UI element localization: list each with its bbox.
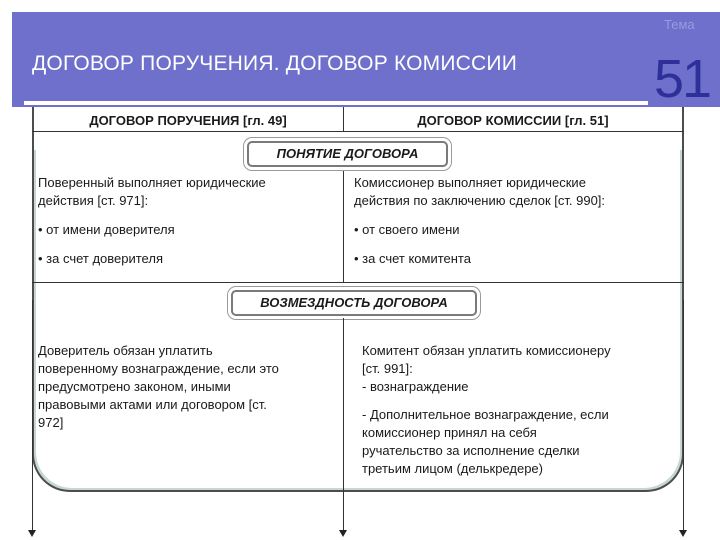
right-column-heading: ДОГОВОР КОМИССИИ [гл. 51] [417,113,609,128]
concept-right-line-2: действия по заключению сделок [ст. 990]: [354,193,606,208]
section-divider [32,282,684,283]
center-arrow-line [343,318,344,530]
compensation-badge: ВОЗМЕЗДНОСТЬ ДОГОВОРА [231,290,477,316]
right-arrow-head [679,530,687,537]
title-banner [12,12,720,107]
compensation-right-extra-4: третьим лицом (делькредере) [362,461,543,476]
concept-left-line-1: Поверенный выполняет юридические [38,175,266,190]
concept-right-line-1: Комиссионер выполняет юридические [354,175,586,190]
page-title: ДОГОВОР ПОРУЧЕНИЯ. ДОГОВОР КОМИССИИ [32,52,517,75]
concept-column-divider [343,166,344,282]
left-arrow-line [32,300,33,530]
compensation-left-line-1: Доверитель обязан уплатить [38,343,213,358]
topic-number: 51 [654,49,711,109]
concept-right-bullet-1: • от своего имени [354,222,460,237]
compensation-right-extra-2: комиссионер принял на себя [362,425,537,440]
concept-left-bullet-2: • за счет доверителя [38,251,163,266]
right-arrow-line [683,300,684,530]
compensation-left-line-3: предусмотрено законом, иными [38,379,231,394]
concept-left-bullet-1: • от имени доверителя [38,222,175,237]
compensation-right-extra-3: ручательство за исполнение сделки [362,443,580,458]
topic-label: Тема [664,17,695,32]
compensation-left-line-4: правовыми актами или договором [ст. [38,397,267,412]
compensation-left-line-2: поверенному вознаграждение, если это [38,361,279,376]
compensation-right-extra-1: - Дополнительное вознаграждение, если [362,407,609,422]
compensation-left-line-5: 972] [38,415,64,430]
compensation-right-line-2: [ст. 991]: [362,361,413,376]
concept-badge: ПОНЯТИЕ ДОГОВОРА [247,141,448,167]
header-row-divider [32,131,684,132]
compensation-right-line-3: - вознаграждение [362,379,469,394]
title-underline [24,101,648,105]
concept-right-bullet-2: • за счет комитента [354,251,471,266]
center-arrow-head [339,530,347,537]
concept-left-line-2: действия [ст. 971]: [38,193,149,208]
left-column-heading: ДОГОВОР ПОРУЧЕНИЯ [гл. 49] [89,113,287,128]
compensation-right-line-1: Комитент обязан уплатить комиссионеру [362,343,611,358]
left-arrow-head [28,530,36,537]
